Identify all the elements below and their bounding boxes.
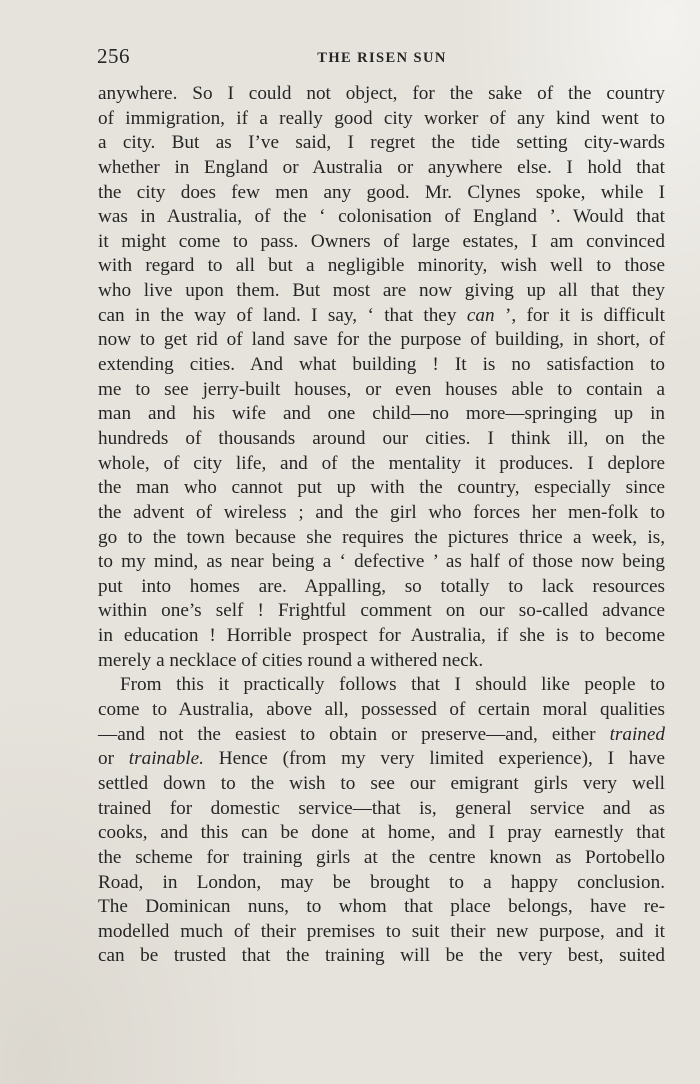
body-text [98,82,665,969]
text-line: me to see jerry-built houses, or even houses able to contain a [98,378,665,400]
text-line: hundreds of thousands around our cities. I think ill, on the [98,427,665,449]
text-line: put into homes are. Appalling, so totally to lack resources [98,575,665,597]
text-line [98,723,665,748]
page-number: 256 [97,44,130,68]
text-run: or [98,748,129,770]
text-line: now to get rid of land save for the purpose of building, in short, of [98,329,665,351]
text-line: The Dominican nuns, to whom that place belongs, have re- [98,896,665,918]
text-line: anywhere. So I could not object, for the sake of the country [98,83,665,104]
text-run: —and not the easiest to obtain or preserve—and, either [98,723,610,745]
text-line: a city. But as I’ve said, I regret the tide setting city-wards [98,132,665,154]
text-line: in education ! Horrible prospect for Australia, if she is to become [98,625,665,647]
italic-text-run: trained [609,723,665,745]
text-run: Hence (from my very limited experience), I have [203,748,665,770]
text-line: Road, in London, may be brought to a happy conclusion. [98,871,665,893]
text-line [98,747,665,772]
text-line: modelled much of their premises to suit their new purpose, and it [98,920,665,942]
text-line: within one’s self ! Frightful comment on our so-called advance [98,600,665,622]
text-line: with regard to all but a negligible minority, wish well to those [98,255,665,277]
text-run: ’, for it is difficult [494,304,665,326]
text-line: cooks, and this can be done at home, and I pray earnestly that [98,822,665,844]
text-line: the man who cannot put up with the country, especially since [98,477,665,499]
text-line: whether in England or Australia or anywhere else. I hold that [98,156,665,178]
text-run: can in the way of land. I say, ‘ that they [98,304,467,326]
text-line: extending cities. And what building ! It is no satisfaction to [98,354,665,376]
text-line: settled down to the wish to see our emigrant girls very well [98,772,665,794]
italic-text-run: can [466,304,495,326]
text-line: the advent of wireless ; and the girl who forces her men-folk to [98,501,665,523]
text-line: who live upon them. But most are now giving up all that they [98,280,665,302]
text-line: it might come to pass. Owners of large estates, I am convinced [98,230,665,252]
running-title: THE RISEN SUN [317,50,447,66]
text-line: man and his wife and one child—no more—springing up in [98,403,665,425]
text-line: of immigration, if a really good city worker of any kind went to [98,107,665,129]
text-line: go to the town because she requires the pictures thrice a week, is, [98,526,665,548]
running-head [97,40,667,72]
text-line: whole, of city life, and of the mentality it produces. I deplore [98,452,665,474]
text-line: the scheme for training girls at the centre known as Portobello [98,846,665,868]
text-line [98,304,665,329]
italic-text-run: trainable. [128,748,204,770]
text-line: to my mind, as near being a ‘ defective ’ as half of those now being [98,551,665,573]
text-line: trained for domestic service—that is, general service and as [98,797,665,819]
text-line: was in Australia, of the ‘ colonisation of England ’. Would that [98,206,665,228]
text-line: can be trusted that the training will be the very best, suited [98,945,665,967]
text-line: merely a necklace of cities round a withered neck. [98,649,484,671]
paragraph-first-line: From this it practically follows that I should like people to [120,674,665,696]
text-line: come to Australia, above all, possessed of certain moral qualities [98,699,665,721]
text-line: the city does few men any good. Mr. Clynes spoke, while I [98,181,665,203]
